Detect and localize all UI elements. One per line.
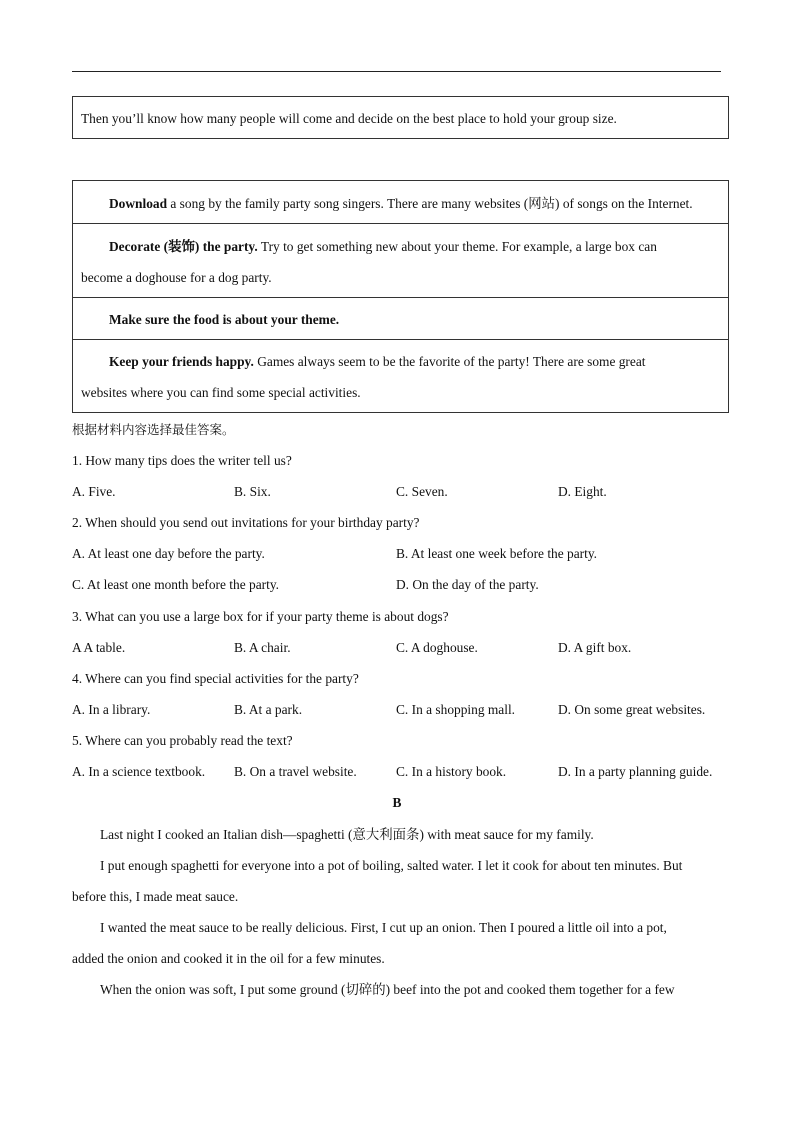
section-heading-b: B xyxy=(392,795,402,810)
question-2: 2. When should you send out invitations for your birthday party? xyxy=(72,515,420,530)
q3-option-a[interactable]: A A table. xyxy=(72,640,126,655)
passage-line: I put enough spaghetti for everyone into a pot of boiling, salted water. I let it cook for about ten minutes. But xyxy=(100,858,683,873)
tip-heading: Keep your friends happy. xyxy=(109,354,254,369)
q2-option-c[interactable]: C. At least one month before the party. xyxy=(72,577,280,592)
q3-option-c[interactable]: C. A doghouse. xyxy=(396,640,478,655)
tip-text: a song by the family party song singers. There are many websites (网站) of songs on the Internet. xyxy=(167,196,693,211)
tip-row xyxy=(73,298,728,340)
tips-table xyxy=(72,180,729,413)
tip-text: Try to get something new about your theme. For example, a large box can xyxy=(257,239,657,254)
q2-option-b[interactable]: B. At least one week before the party. xyxy=(396,546,598,561)
tip-heading: Download xyxy=(109,196,168,211)
instruction-text: 根据材料内容选择最佳答案。 xyxy=(72,422,235,437)
q3-option-d[interactable]: D. A gift box. xyxy=(558,640,632,655)
q2-option-a[interactable]: A. At least one day before the party. xyxy=(72,546,265,561)
q1-option-c[interactable]: C. Seven. xyxy=(396,484,448,499)
q2-option-d[interactable]: D. On the day of the party. xyxy=(396,577,539,592)
passage-line: When the onion was soft, I put some ground (切碎的) beef into the pot and cooked them together for a few xyxy=(100,982,675,997)
q4-option-b[interactable]: B. At a park. xyxy=(234,702,303,717)
continued-tip-box xyxy=(72,96,729,139)
q3-option-b[interactable]: B. A chair. xyxy=(234,640,291,655)
question-1: 1. How many tips does the writer tell us? xyxy=(72,453,292,468)
passage-line: I wanted the meat sauce to be really delicious. First, I cut up an onion. Then I poured a little oil into a pot, xyxy=(100,920,667,935)
question-5: 5. Where can you probably read the text? xyxy=(72,733,293,748)
q4-option-c[interactable]: C. In a shopping mall. xyxy=(396,702,516,717)
tip-row xyxy=(73,224,728,298)
q5-option-b[interactable]: B. On a travel website. xyxy=(234,764,357,779)
q5-option-c[interactable]: C. In a history book. xyxy=(396,764,507,779)
continued-tip-text: Then you’ll know how many people will come and decide on the best place to hold your group size. xyxy=(81,111,617,126)
passage-line: Last night I cooked an Italian dish—spaghetti (意大利面条) with meat sauce for my family. xyxy=(100,827,594,842)
q4-option-a[interactable]: A. In a library. xyxy=(72,702,151,717)
tip-row xyxy=(73,340,728,412)
q5-option-a[interactable]: A. In a science textbook. xyxy=(72,764,206,779)
tip-text-line2: become a doghouse for a dog party. xyxy=(81,270,272,285)
q1-option-b[interactable]: B. Six. xyxy=(234,484,271,499)
tip-row xyxy=(73,181,728,224)
q1-option-a[interactable]: A. Five. xyxy=(72,484,116,499)
tip-heading: Make sure the food is about your theme. xyxy=(109,312,340,327)
tip-text: Games always seem to be the favorite of the party! There are some great xyxy=(253,354,646,369)
q4-option-d[interactable]: D. On some great websites. xyxy=(558,702,706,717)
question-3: 3. What can you use a large box for if your party theme is about dogs? xyxy=(72,609,449,624)
passage-line: before this, I made meat sauce. xyxy=(72,889,239,904)
tip-heading: Decorate (装饰) the party. xyxy=(109,239,258,254)
q5-option-d[interactable]: D. In a party planning guide. xyxy=(558,764,713,779)
header-rule xyxy=(72,71,721,72)
q1-option-d[interactable]: D. Eight. xyxy=(558,484,607,499)
passage-line: added the onion and cooked it in the oil for a few minutes. xyxy=(72,951,385,966)
question-4: 4. Where can you find special activities for the party? xyxy=(72,671,359,686)
tip-text-line2: websites where you can find some special activities. xyxy=(81,385,361,400)
